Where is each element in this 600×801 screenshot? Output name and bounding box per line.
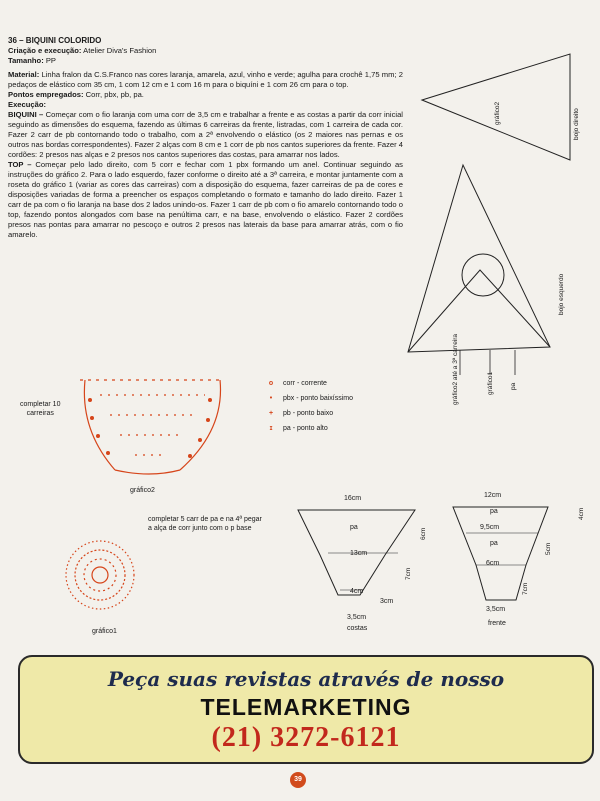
pattern-title: 36 – BIQUINI COLORIDO: [8, 36, 102, 45]
points-label: Pontos empregados:: [8, 90, 84, 99]
frente-w1: 9,5cm: [480, 524, 500, 531]
inner-lines: [408, 270, 550, 352]
creation-value: Atelier Diva's Fashion: [83, 46, 157, 55]
size-value: PP: [45, 56, 56, 65]
carreiras-label: carreiras: [26, 410, 54, 417]
costas-height-bottom: 7cm: [405, 567, 412, 580]
chain-icon: o: [268, 380, 274, 387]
frente-name: frente: [488, 620, 506, 627]
costas-height-top: 6cm: [420, 527, 427, 540]
frente-base: 3,5cm: [486, 606, 506, 613]
banner-line1: Peça suas revistas através de nosso: [107, 667, 505, 691]
grafico2-chart: [60, 360, 240, 485]
frente-h2: 5cm: [545, 542, 552, 555]
top-label: TOP –: [8, 160, 32, 169]
biquini-text: Começar com o fio laranja com uma corr de 3,5 cm e trabalhar a frente e as costas a partir da corr inicial seguindo as dimensões do esquema, fazendo as últimas 6 carreiras da frente, listradas, com 1 carreira de cada cor. Fazer 2 carr de pb contornando todo o trabalho, com a 2ª envolvendo o elástico (os 2 maiores nas pernas e os outros nas bordas correspondentes). Fazer 2 alças com 8 cm e 1 corr de pb nos cantos superiores da frente. Fazer 4 cordões: 2 presos nas alças e 2 presos nos cantos superiores das costas, para amarrar nos lados.: [8, 110, 403, 159]
size-label: Tamanho:: [8, 56, 44, 65]
biquini-label: BIQUINI –: [8, 110, 44, 119]
legend-item: ɪ pa - ponto alto: [265, 421, 353, 436]
grafico2-ate-label: gráfico2 até a 3ª carreira: [452, 333, 459, 405]
double-crochet-icon: ɪ: [269, 425, 273, 432]
grafico1-side-label: gráfico1: [487, 371, 494, 395]
frente-pa2: pa: [490, 540, 498, 547]
grafico2-side-label: gráfico2: [494, 101, 501, 125]
costas-bottom-width: 4cm: [350, 588, 364, 595]
legend-item: • pbx - ponto baixíssimo: [265, 391, 353, 406]
frente-pa1: pa: [490, 508, 498, 515]
banner-line2: TELEMARKETING: [200, 694, 412, 720]
frente-top-width: 12cm: [484, 492, 502, 499]
page-number: 39: [290, 772, 306, 788]
costas-mid-width: 13cm: [350, 550, 368, 557]
material-label: Material:: [8, 70, 40, 79]
points-text: Corr, pbx, pb, pa.: [85, 90, 144, 99]
top-text: Começar pelo lado direito, com 5 corr e fechar com 1 pbx formando um anel. Continuar seguindo as instruções do gráfico 2. Para o lado esquerdo, fazer conforme o direito até a 3ª carreira, e montar juntamente com a roseta do gráfico 1 (variar as cores das carreiras) com a disposição do esquema, fazer carreiras de pa de cores e disposições variadas de forma a preencher os espaços completando o formato e tamanho do lado direito. Fazer 1 carr de pa com o fio laranja na base dos 2 lados unindo-os. Fazer 1 carr de pb com o fio amarelo contornando todo o top, fazendo pontos alongados com base na penúltima carr, e na base, envolvendo o elástico. Fazer 2 cordões presos nas pontas para amarrar no pescoço e outros 2 presos nas laterais da base para amarrar atrás, com o fio amarelo.: [8, 160, 403, 239]
schema-frente: [448, 495, 568, 640]
frente-h3: 7cm: [522, 582, 529, 595]
costas-top-width: 16cm: [344, 495, 362, 502]
grafico2-label: gráfico2: [130, 487, 155, 494]
completar10-label: completar 10: [20, 401, 61, 408]
single-crochet-icon: +: [268, 410, 274, 417]
creation-label: Criação e execução:: [8, 46, 82, 55]
bojo-esquerdo-label: bojo esquerdo: [558, 273, 565, 315]
costas-base: 3cm: [380, 598, 394, 605]
frente-h1: 4cm: [578, 507, 585, 520]
bojo-direito-label: bojo direito: [573, 108, 580, 140]
stitch-legend: [265, 376, 353, 436]
costas-pa: pa: [350, 524, 358, 531]
grafico1-chart: [60, 535, 140, 615]
slip-stitch-icon: •: [269, 395, 273, 402]
execution-label: Execução:: [8, 100, 46, 109]
costas-name: costas: [347, 625, 368, 632]
costas-waist: 3,5cm: [347, 614, 367, 621]
legend-item: + pb - ponto baixo: [265, 406, 353, 421]
material-text: Linha fralon da C.S.Franco nas cores laranja, amarela, azul, vinho e verde; agulha para crochê 1,75 mm; 2 pedaços de elástico com 35 cm, 1 com 12 cm e 1 com 16 m para o biquíni e 1 com 26 cm para o top.: [8, 70, 403, 89]
pa-side-label: pa: [510, 382, 517, 390]
frente-w2: 6cm: [486, 560, 500, 567]
completar5-label: completar 5 carr de pa e na 4ª pegar a alça de corr junto com o p base: [148, 516, 262, 532]
legend-item: o corr - corrente: [265, 376, 353, 391]
grafico1-label: gráfico1: [92, 628, 117, 635]
pattern-instructions: [8, 36, 403, 240]
telemarketing-banner: [18, 655, 594, 764]
banner-phone: (21) 3272-6121: [211, 722, 401, 753]
